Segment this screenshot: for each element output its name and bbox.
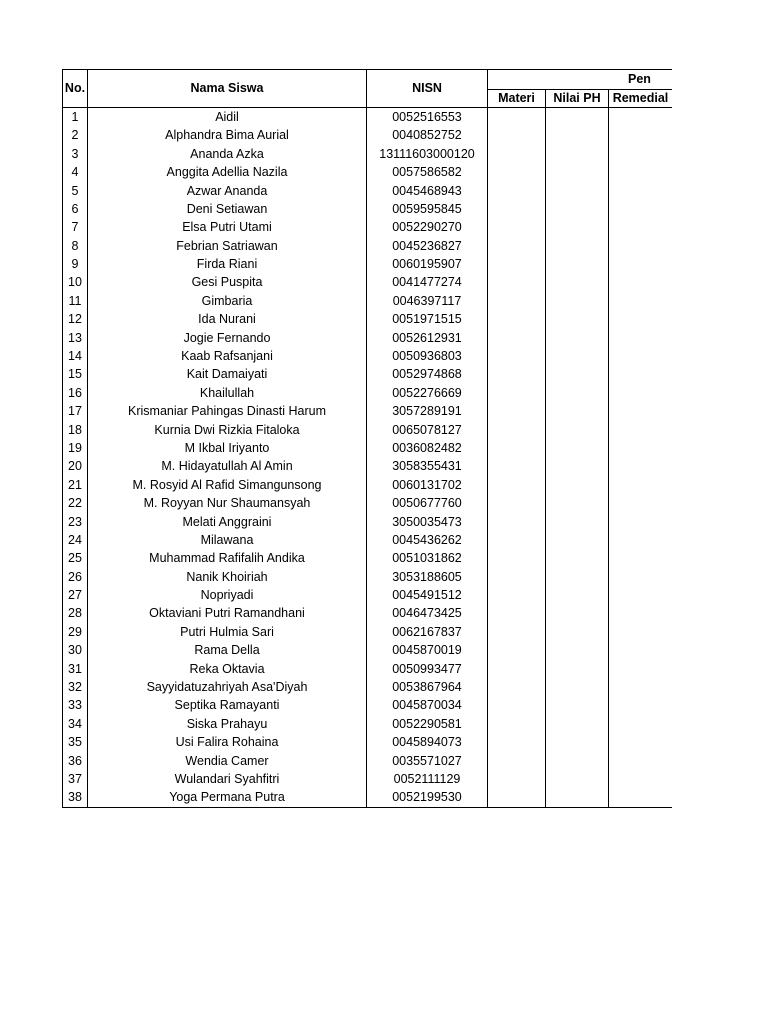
cell-no: 28 [63, 605, 88, 623]
cell-materi[interactable] [488, 513, 546, 531]
cell-remedial[interactable] [609, 770, 673, 788]
cell-no: 11 [63, 292, 88, 310]
cell-remedial[interactable] [609, 310, 673, 328]
table-row [63, 329, 768, 347]
cell-materi[interactable] [488, 384, 546, 402]
cell-remedial[interactable] [609, 752, 673, 770]
cell-nisn: 0041477274 [367, 274, 488, 292]
cell-remedial[interactable] [609, 365, 673, 383]
cell-nilai-ph[interactable] [546, 623, 609, 641]
cell-remedial[interactable] [609, 421, 673, 439]
table-row [63, 697, 768, 715]
cell-no: 21 [63, 476, 88, 494]
cell-nama: Septika Ramayanti [88, 697, 367, 715]
table-row [63, 218, 768, 236]
cell-nisn: 0045870034 [367, 697, 488, 715]
cell-nilai-ph[interactable] [546, 770, 609, 788]
table-row [63, 549, 768, 567]
cell-no: 3 [63, 145, 88, 163]
cell-nisn: 0052290270 [367, 218, 488, 236]
cell-remedial[interactable] [609, 457, 673, 475]
cell-remedial[interactable] [609, 568, 673, 586]
header-nilai-ph: Nilai PH [546, 90, 609, 108]
cell-no: 23 [63, 513, 88, 531]
cell-remedial[interactable] [609, 660, 673, 678]
cell-remedial[interactable] [609, 678, 673, 696]
cell-no: 30 [63, 641, 88, 659]
cell-no: 17 [63, 402, 88, 420]
cell-nilai-ph[interactable] [546, 218, 609, 236]
cell-materi[interactable] [488, 182, 546, 200]
cell-nama: Elsa Putri Utami [88, 218, 367, 236]
table-row [63, 660, 768, 678]
cell-no: 18 [63, 421, 88, 439]
table-row [63, 384, 768, 402]
table-row [63, 715, 768, 733]
cell-remedial[interactable] [609, 531, 673, 549]
cell-nama: Gesi Puspita [88, 274, 367, 292]
cell-remedial[interactable] [609, 623, 673, 641]
cell-nisn: 0059595845 [367, 200, 488, 218]
cell-remedial[interactable] [609, 200, 673, 218]
cell-materi[interactable] [488, 660, 546, 678]
cell-remedial[interactable] [609, 347, 673, 365]
cell-remedial[interactable] [609, 476, 673, 494]
cell-nisn: 0052516553 [367, 108, 488, 127]
cell-nisn: 0053867964 [367, 678, 488, 696]
cell-nilai-ph[interactable] [546, 421, 609, 439]
cell-nisn: 0045491512 [367, 586, 488, 604]
cell-nama: Kaab Rafsanjani [88, 347, 367, 365]
student-grade-sheet [62, 69, 768, 846]
cell-nisn: 0052974868 [367, 365, 488, 383]
cell-no: 16 [63, 384, 88, 402]
header-materi: Materi [488, 90, 546, 108]
cell-no: 27 [63, 586, 88, 604]
cell-no: 26 [63, 568, 88, 586]
cell-nilai-ph[interactable] [546, 384, 609, 402]
cell-nilai-ph[interactable] [546, 108, 609, 127]
cell-nisn: 0052111129 [367, 770, 488, 788]
cell-nisn: 0060131702 [367, 476, 488, 494]
table-row [63, 457, 768, 475]
table-row [63, 770, 768, 788]
cell-no: 25 [63, 549, 88, 567]
cell-materi[interactable] [488, 329, 546, 347]
table-row [63, 752, 768, 770]
cell-nisn: 0046397117 [367, 292, 488, 310]
cell-materi[interactable] [488, 126, 546, 144]
cell-nama: M. Hidayatullah Al Amin [88, 457, 367, 475]
table-row [63, 586, 768, 604]
cell-materi[interactable] [488, 274, 546, 292]
cell-nama: Milawana [88, 531, 367, 549]
cell-remedial[interactable] [609, 439, 673, 457]
cell-nama: M. Royyan Nur Shaumansyah [88, 494, 367, 512]
table-row [63, 513, 768, 531]
table-row [63, 274, 768, 292]
cell-nama: Yoga Permana Putra [88, 788, 367, 807]
cell-nama: Siska Prahayu [88, 715, 367, 733]
cell-nisn: 0060195907 [367, 255, 488, 273]
cell-nilai-ph[interactable] [546, 513, 609, 531]
cell-nama: Deni Setiawan [88, 200, 367, 218]
cell-nisn: 0052612931 [367, 329, 488, 347]
cell-nilai-ph[interactable] [546, 439, 609, 457]
table-row [63, 605, 768, 623]
cell-remedial[interactable] [609, 494, 673, 512]
cell-no: 15 [63, 365, 88, 383]
cell-remedial[interactable] [609, 586, 673, 604]
page-edge [672, 69, 768, 859]
cell-nisn: 0052199530 [367, 788, 488, 807]
table-row [63, 182, 768, 200]
cell-nilai-ph[interactable] [546, 365, 609, 383]
table-row [63, 421, 768, 439]
cell-remedial[interactable] [609, 126, 673, 144]
header-nisn: NISN [367, 70, 488, 108]
cell-remedial[interactable] [609, 788, 673, 807]
cell-nilai-ph[interactable] [546, 274, 609, 292]
table-body [63, 108, 768, 808]
cell-no: 29 [63, 623, 88, 641]
table-row [63, 163, 768, 181]
cell-no: 33 [63, 697, 88, 715]
cell-no: 13 [63, 329, 88, 347]
cell-materi[interactable] [488, 752, 546, 770]
table-row [63, 365, 768, 383]
cell-no: 31 [63, 660, 88, 678]
cell-no: 14 [63, 347, 88, 365]
cell-nama: Ananda Azka [88, 145, 367, 163]
table-row [63, 200, 768, 218]
cell-no: 19 [63, 439, 88, 457]
cell-no: 37 [63, 770, 88, 788]
cell-materi[interactable] [488, 770, 546, 788]
table-row [63, 788, 768, 807]
header-nama-siswa: Nama Siswa [88, 70, 367, 108]
cell-nama: Krismaniar Pahingas Dinasti Harum [88, 402, 367, 420]
cell-nama: Khailullah [88, 384, 367, 402]
cell-materi[interactable] [488, 476, 546, 494]
table-row [63, 439, 768, 457]
table-row [63, 237, 768, 255]
cell-nisn: 0035571027 [367, 752, 488, 770]
cell-nisn: 0051971515 [367, 310, 488, 328]
cell-nama: M Ikbal Iriyanto [88, 439, 367, 457]
cell-nisn: 0045468943 [367, 182, 488, 200]
cell-remedial[interactable] [609, 605, 673, 623]
cell-nama: Sayyidatuzahriyah Asa'Diyah [88, 678, 367, 696]
cell-materi[interactable] [488, 623, 546, 641]
cell-nilai-ph[interactable] [546, 347, 609, 365]
cell-no: 1 [63, 108, 88, 127]
cell-materi[interactable] [488, 715, 546, 733]
cell-materi[interactable] [488, 145, 546, 163]
table-row [63, 310, 768, 328]
cell-nama: Kurnia Dwi Rizkia Fitaloka [88, 421, 367, 439]
cell-nisn: 0050936803 [367, 347, 488, 365]
cell-nisn: 3057289191 [367, 402, 488, 420]
cell-nisn: 0045894073 [367, 733, 488, 751]
cell-nisn: 0051031862 [367, 549, 488, 567]
cell-no: 24 [63, 531, 88, 549]
cell-remedial[interactable] [609, 274, 673, 292]
cell-nisn: 0050993477 [367, 660, 488, 678]
cell-no: 34 [63, 715, 88, 733]
cell-nilai-ph[interactable] [546, 145, 609, 163]
cell-nama: Wulandari Syahfitri [88, 770, 367, 788]
cell-materi[interactable] [488, 237, 546, 255]
cell-nisn: 0045236827 [367, 237, 488, 255]
cell-nisn: 3053188605 [367, 568, 488, 586]
cell-nilai-ph[interactable] [546, 568, 609, 586]
cell-materi[interactable] [488, 347, 546, 365]
cell-materi[interactable] [488, 457, 546, 475]
header-remedial: Remedial [609, 90, 673, 108]
cell-nilai-ph[interactable] [546, 402, 609, 420]
cell-materi[interactable] [488, 605, 546, 623]
cell-no: 7 [63, 218, 88, 236]
cell-nilai-ph[interactable] [546, 457, 609, 475]
cell-remedial[interactable] [609, 402, 673, 420]
cell-no: 38 [63, 788, 88, 807]
header-no: No. [63, 70, 88, 108]
cell-nisn: 0046473425 [367, 605, 488, 623]
cell-nilai-ph[interactable] [546, 641, 609, 659]
cell-nama: Alphandra Bima Aurial [88, 126, 367, 144]
cell-nilai-ph[interactable] [546, 697, 609, 715]
cell-no: 6 [63, 200, 88, 218]
cell-remedial[interactable] [609, 384, 673, 402]
cell-remedial[interactable] [609, 733, 673, 751]
cell-nama: M. Rosyid Al Rafid Simangunsong [88, 476, 367, 494]
cell-nama: Anggita Adellia Nazila [88, 163, 367, 181]
cell-remedial[interactable] [609, 513, 673, 531]
cell-nisn: 0050677760 [367, 494, 488, 512]
cell-nilai-ph[interactable] [546, 715, 609, 733]
cell-remedial[interactable] [609, 329, 673, 347]
cell-no: 10 [63, 274, 88, 292]
cell-materi[interactable] [488, 678, 546, 696]
cell-nilai-ph[interactable] [546, 752, 609, 770]
table-row [63, 733, 768, 751]
cell-no: 5 [63, 182, 88, 200]
table-row [63, 347, 768, 365]
cell-materi[interactable] [488, 200, 546, 218]
cell-nisn: 0052290581 [367, 715, 488, 733]
cell-materi[interactable] [488, 494, 546, 512]
cell-nama: Rama Della [88, 641, 367, 659]
cell-nisn: 0045870019 [367, 641, 488, 659]
cell-nama: Firda Riani [88, 255, 367, 273]
cell-nilai-ph[interactable] [546, 163, 609, 181]
cell-nilai-ph[interactable] [546, 678, 609, 696]
cell-nisn: 0052276669 [367, 384, 488, 402]
table-row [63, 678, 768, 696]
cell-nilai-ph[interactable] [546, 586, 609, 604]
cell-no: 12 [63, 310, 88, 328]
table-row [63, 402, 768, 420]
cell-nilai-ph[interactable] [546, 182, 609, 200]
cell-nama: Reka Oktavia [88, 660, 367, 678]
cell-nama: Melati Anggraini [88, 513, 367, 531]
cell-materi[interactable] [488, 439, 546, 457]
cell-materi[interactable] [488, 697, 546, 715]
table-row [63, 623, 768, 641]
cell-remedial[interactable] [609, 549, 673, 567]
cell-no: 4 [63, 163, 88, 181]
cell-remedial[interactable] [609, 182, 673, 200]
cell-nisn: 0045436262 [367, 531, 488, 549]
cell-no: 22 [63, 494, 88, 512]
cell-no: 9 [63, 255, 88, 273]
cell-nisn: 0040852752 [367, 126, 488, 144]
cell-nisn: 0065078127 [367, 421, 488, 439]
cell-nama: Kait Damaiyati [88, 365, 367, 383]
cell-nilai-ph[interactable] [546, 200, 609, 218]
cell-remedial[interactable] [609, 292, 673, 310]
cell-nilai-ph[interactable] [546, 494, 609, 512]
cell-no: 20 [63, 457, 88, 475]
cell-materi[interactable] [488, 402, 546, 420]
cell-remedial[interactable] [609, 715, 673, 733]
cell-materi[interactable] [488, 310, 546, 328]
cell-remedial[interactable] [609, 641, 673, 659]
cell-materi[interactable] [488, 788, 546, 807]
cell-nilai-ph[interactable] [546, 126, 609, 144]
cell-nisn: 3058355431 [367, 457, 488, 475]
cell-materi[interactable] [488, 531, 546, 549]
cell-materi[interactable] [488, 549, 546, 567]
cell-materi[interactable] [488, 568, 546, 586]
cell-materi[interactable] [488, 292, 546, 310]
cell-nama: Azwar Ananda [88, 182, 367, 200]
cell-nilai-ph[interactable] [546, 549, 609, 567]
cell-nama: Aidil [88, 108, 367, 127]
cell-remedial[interactable] [609, 237, 673, 255]
cell-materi[interactable] [488, 163, 546, 181]
cell-remedial[interactable] [609, 255, 673, 273]
cell-no: 35 [63, 733, 88, 751]
table-row [63, 292, 768, 310]
table-row [63, 126, 768, 144]
cell-remedial[interactable] [609, 145, 673, 163]
cell-nilai-ph[interactable] [546, 310, 609, 328]
cell-materi[interactable] [488, 733, 546, 751]
cell-remedial[interactable] [609, 697, 673, 715]
table-row [63, 531, 768, 549]
table-row [63, 255, 768, 273]
cell-no: 32 [63, 678, 88, 696]
cell-materi[interactable] [488, 586, 546, 604]
cell-nama: Nanik Khoiriah [88, 568, 367, 586]
table-row [63, 476, 768, 494]
table-row [63, 494, 768, 512]
cell-nilai-ph[interactable] [546, 292, 609, 310]
cell-no: 2 [63, 126, 88, 144]
cell-nilai-ph[interactable] [546, 733, 609, 751]
student-table [62, 69, 768, 808]
cell-nisn: 0062167837 [367, 623, 488, 641]
table-row [63, 641, 768, 659]
header-group-label: Pen [628, 72, 651, 87]
cell-nama: Ida Nurani [88, 310, 367, 328]
cell-nama: Muhammad Rafifalih Andika [88, 549, 367, 567]
cell-materi[interactable] [488, 218, 546, 236]
table-row [63, 145, 768, 163]
cell-nama: Putri Hulmia Sari [88, 623, 367, 641]
cell-materi[interactable] [488, 421, 546, 439]
cell-materi[interactable] [488, 108, 546, 127]
cell-materi[interactable] [488, 365, 546, 383]
cell-nisn: 0057586582 [367, 163, 488, 181]
cell-nilai-ph[interactable] [546, 329, 609, 347]
cell-no: 36 [63, 752, 88, 770]
cell-no: 8 [63, 237, 88, 255]
cell-nilai-ph[interactable] [546, 255, 609, 273]
cell-nisn: 13111603000120 [367, 145, 488, 163]
cell-nilai-ph[interactable] [546, 660, 609, 678]
cell-remedial[interactable] [609, 218, 673, 236]
table-row [63, 108, 768, 127]
cell-nama: Nopriyadi [88, 586, 367, 604]
cell-nilai-ph[interactable] [546, 788, 609, 807]
cell-nilai-ph[interactable] [546, 605, 609, 623]
cell-nama: Wendia Camer [88, 752, 367, 770]
cell-remedial[interactable] [609, 163, 673, 181]
cell-nama: Febrian Satriawan [88, 237, 367, 255]
cell-nisn: 3050035473 [367, 513, 488, 531]
cell-nama: Jogie Fernando [88, 329, 367, 347]
cell-nama: Usi Falira Rohaina [88, 733, 367, 751]
cell-nilai-ph[interactable] [546, 531, 609, 549]
cell-remedial[interactable] [609, 108, 673, 127]
table-row [63, 568, 768, 586]
cell-materi[interactable] [488, 641, 546, 659]
cell-nama: Oktaviani Putri Ramandhani [88, 605, 367, 623]
cell-nilai-ph[interactable] [546, 237, 609, 255]
cell-materi[interactable] [488, 255, 546, 273]
cell-nilai-ph[interactable] [546, 476, 609, 494]
cell-nama: Gimbaria [88, 292, 367, 310]
cell-nisn: 0036082482 [367, 439, 488, 457]
